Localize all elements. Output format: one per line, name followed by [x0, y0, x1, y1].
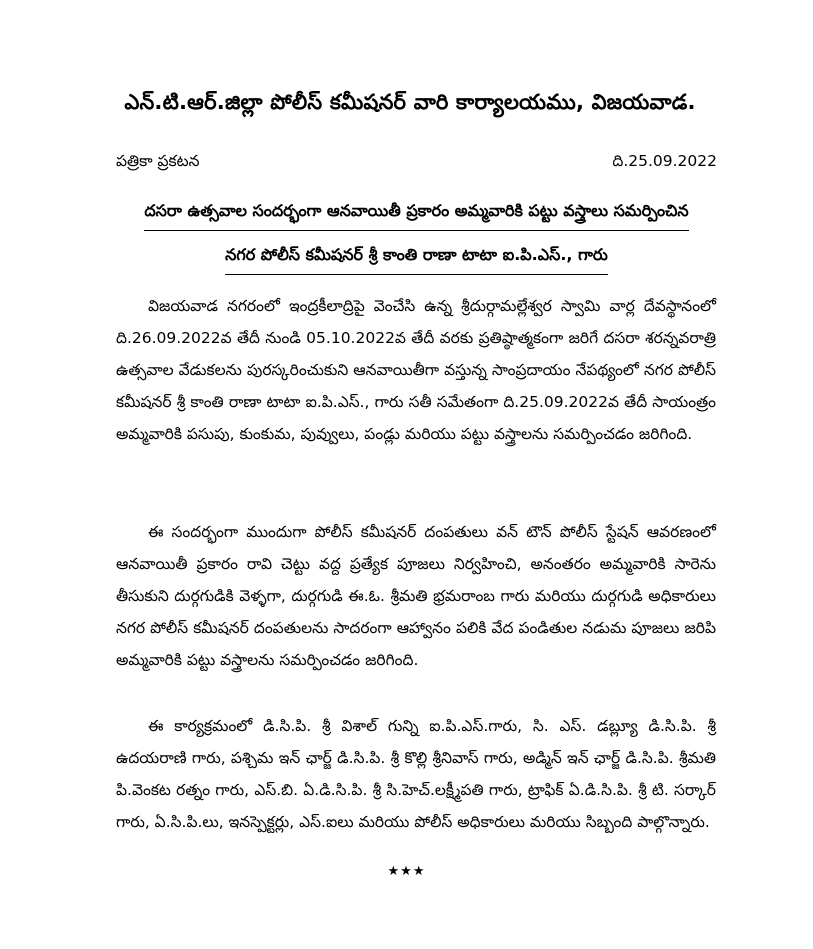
press-release-label: పత్రికా ప్రకటన	[116, 152, 200, 170]
meta-row	[116, 152, 717, 174]
body-paragraph-3: ఈ కార్యక్రమంలో డి.సి.పి. శ్రీ విశాల్ గున్ని ఐ.పి.ఎస్.గారు, సి. ఎస్. డబ్ల్యూ డి.సి.పి. శ్రీ ఉదయరాణి గారు, పశ్చిమ ఇన్ ఛార్జ్ డి.సి.పి. శ్రీ కొల్లి శ్రీనివాస్ గారు, అడ్మిన్ ఇన్ ఛార్జ్ డి.సి.పి. శ్రీమతి పి.వెంకట రత్నం గారు, ఎస్.బి. ఏ.డి.సి.పి. శ్రీ సి.హెచ్.లక్ష్మీపతి గారు, ట్రాఫిక్ ఏ.డి.సి.పి. శ్రీ టి. సర్కార్ గారు, ఏ.సి.పి.లు, ఇనస్పెక్టర్లు, ఎస్.ఐలు మరియు పోలీస్ అధికారులు మరియు సిబ్బంది పాల్గొన్నారు.	[116, 717, 716, 831]
headline-line-2	[116, 245, 717, 275]
office-title: ఎన్.టి.ఆర్.జిల్లా పోలీస్ కమీషనర్ వారి కార్యాలయము, విజయవాడ.	[124, 90, 696, 114]
headline-line-2-text: నగర పోలీస్ కమీషనర్ శ్రీ కాంతి రాణా టాటా ఐ.పి.ఎస్., గారు	[225, 245, 608, 275]
headline-line-1	[116, 201, 717, 231]
body-paragraph-2: ఈ సందర్భంగా ముందుగా పోలీస్ కమీషనర్ దంపతులు వన్ టౌన్ పోలీస్ స్టేషన్ ఆవరణంలో ఆనవాయితీ ప్రకారం రావి చెట్టు వద్ద ప్రత్యేక పూజలు నిర్వహించి, అనంతరం అమ్మవారికి సారెను తీసుకుని దుర్గగుడికి వెళ్ళగా, దుర్గగుడి ఈ.ఓ. శ్రీమతి భ్రమరాంబ గారు మరియు దుర్గగుడి అధికారులు నగర పోలీస్ కమీషనర్ దంపతులను సాదరంగా ఆహ్వానం పలికి వేద పండితుల నడుమ పూజలు జరిపి అమ్మవారికి పట్టు వస్త్రాలను సమర్పించడం జరిగింది.	[116, 523, 716, 669]
release-date: ది.25.09.2022	[612, 152, 717, 170]
body-paragraph-1: విజయవాడ నగరంలో ఇంద్రకీలాద్రిపై వెంచేసి ఉన్న శ్రీదుర్గామల్లేశ్వర స్వామి వార్ల దేవస్థానంలో ది.26.09.2022వ తేదీ నుండి 05.10.2022వ తేదీ వరకు ప్రతిష్ఠాత్మకంగా జరిగే దసరా శరన్నవరాత్రి ఉత్సవాల వేడుకలను పురస్కరించుకుని ఆనవాయితీగా వస్తున్న సాంప్రదాయం నేపథ్యంలో నగర పోలీస్ కమీషనర్ శ్రీ కాంతి రాణా టాటా ఐ.పి.ఎస్., గారు సతీ సమేతంగా ది.25.09.2022వ తేదీ సాయంత్రం అమ్మవారికి పసుపు, కుంకుమ, పువ్వులు, పండ్లు మరియు పట్టు వస్త్రాలను సమర్పించడం జరిగింది.	[116, 297, 716, 443]
end-of-release-stars: ★★★	[387, 864, 426, 879]
headline-line-1-text: దసరా ఉత్సవాల సందర్భంగా ఆనవాయితీ ప్రకారం అమ్మవారికి పట్టు వస్త్రాలు సమర్పించిన	[144, 201, 688, 231]
